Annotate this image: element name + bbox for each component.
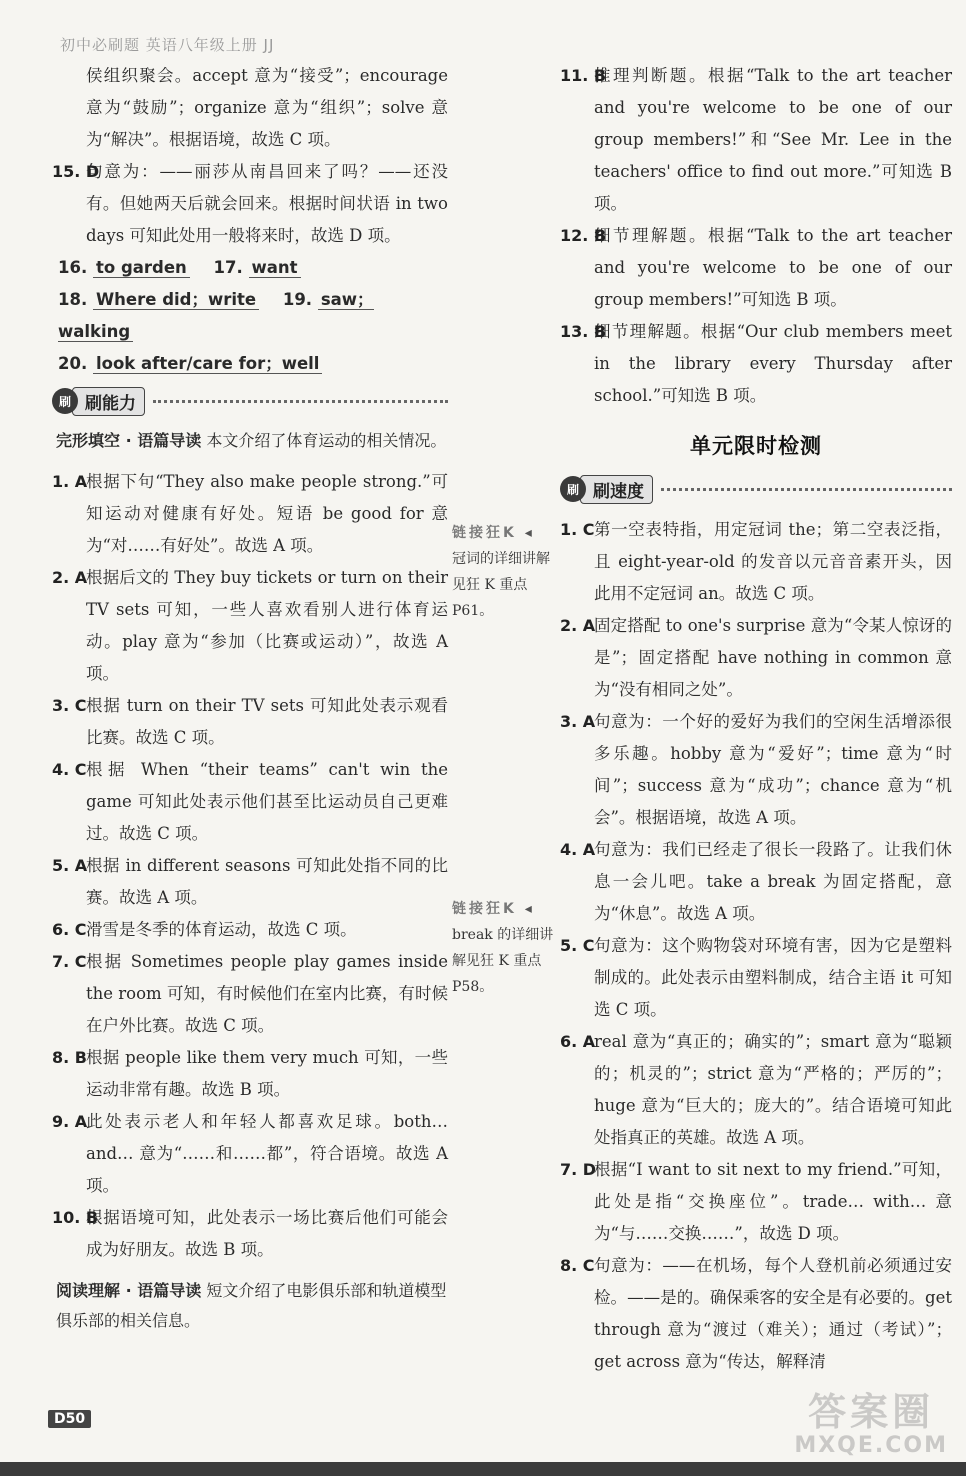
section-badge-speed — [560, 474, 952, 504]
answer-item — [560, 514, 952, 610]
answer-number: 9. A — [52, 1112, 88, 1131]
answer-item — [52, 562, 448, 690]
answer-text: real 意为“真正的；确实的”；smart 意为“聪颖的；机灵的”；strict 意为“严格的；严厉的”；huge 意为“巨大的；庞大的”。结合语境可知此处指真正的英雄。故选 A 项。 — [594, 1032, 952, 1147]
watermark-logo — [794, 1392, 948, 1458]
answer-number: 1. A — [52, 472, 88, 491]
passage-guide-cloze — [56, 426, 448, 456]
answer-number: 7. C — [52, 952, 87, 971]
guide-title: 阅读理解 · 语篇导读 — [56, 1281, 202, 1300]
short-answer: want — [249, 258, 301, 278]
short-answer-row — [52, 348, 448, 380]
answer-number: 7. D — [560, 1160, 597, 1179]
answer-continuation — [52, 60, 448, 156]
dotted-divider — [153, 400, 448, 403]
note-text: 冠词的详细讲解见狂 K 重点 P61。 — [452, 551, 550, 619]
answer-number: 13. B — [560, 322, 607, 341]
answer-item — [560, 1154, 952, 1250]
watermark-url: MXQE.COM — [794, 1432, 948, 1458]
answer-text: 根据 turn on their TV sets 可知此处表示观看比赛。故选 C 项。 — [86, 696, 448, 747]
answer-number: 17. — [213, 258, 243, 277]
answer-number: 3. C — [52, 696, 87, 715]
answer-number: 2. A — [52, 568, 88, 587]
answer-text: 句意为：一个好的爱好为我们的空闲生活增添很多乐趣。hobby 意为“爱好”；time 意为“时间”；success 意为“成功”；chance 意为“机会”。根据语境，故选 A 项。 — [594, 712, 952, 827]
answer-item — [52, 1042, 448, 1106]
answer-text: 固定搭配 to one's surprise 意为“令某人惊讶的是”；固定搭配 have nothing in common 意为“没有相同之处”。 — [594, 616, 952, 699]
answer-number: 1. C — [560, 520, 595, 539]
answer-number: 8. C — [560, 1256, 595, 1275]
answer-text: 推理判断题。根据“Talk to the art teacher and you're welcome to be one of our group members!”和“See Mr. Lee in the teachers' office to find out more.”可知选 B 项。 — [594, 66, 952, 213]
answer-item — [560, 610, 952, 706]
answer-text: 根据下句“They also make people strong.”可知运动对健康有好处。短语 be good for 意为“对……有好处”。故选 A 项。 — [86, 472, 448, 555]
answer-number: 12. B — [560, 226, 607, 245]
watermark-text: 答案圈 — [808, 1390, 935, 1434]
right-column — [560, 60, 952, 1378]
short-answer-row — [52, 252, 448, 284]
answer-item — [52, 156, 448, 252]
answer-number: 15. D — [52, 162, 100, 181]
answer-text: 第一空表特指，用定冠词 the；第二空表泛指，且 eight-year-old 的发音以元音音素开头，因此用不定冠词 an。故选 C 项。 — [594, 520, 952, 603]
answer-item — [52, 754, 448, 850]
answer-text: 此处表示老人和年轻人都喜欢足球。both… and… 意为“……和……都”，符合语境。故选 A 项。 — [86, 1112, 448, 1195]
guide-title: 完形填空 · 语篇导读 — [56, 431, 202, 450]
answer-number: 4. A — [560, 840, 596, 859]
answer-number: 5. C — [560, 936, 595, 955]
answer-item — [52, 850, 448, 914]
answer-number: 3. A — [560, 712, 596, 731]
section-badge-ability — [52, 386, 448, 416]
badge-icon: 刷 — [52, 388, 78, 414]
answer-text: 根据 When “their teams” can't win the game 可知此处表示他们甚至比运动员自己更难过。故选 C 项。 — [86, 760, 448, 843]
answer-number: 4. C — [52, 760, 87, 779]
answer-text: 句意为：——丽莎从南昌回来了吗？——还没有。但她两天后就会回来。根据时间状语 in two days 可知此处用一般将来时，故选 D 项。 — [86, 162, 448, 245]
guide-text: 本文介绍了体育运动的相关情况。 — [201, 431, 447, 450]
answer-text: 细节理解题。根据“Our club members meet in the library every Thursday after school.”可知选 B 项。 — [594, 322, 952, 405]
answer-text: 句意为：这个购物袋对环境有害，因为它是塑料制成的。此处表示由塑料制成，结合主语 it 可知选 C 项。 — [594, 936, 952, 1019]
short-answer: Where did；write — [93, 290, 259, 310]
badge-icon: 刷 — [560, 476, 586, 502]
answer-text: 句意为：我们已经走了很长一段路了。让我们休息一会儿吧。take a break 为固定搭配，意为“休息”。故选 A 项。 — [594, 840, 952, 923]
answer-number: 16. — [58, 258, 88, 277]
answer-item — [560, 220, 952, 316]
answer-text: 根据后文的 They buy tickets or turn on their TV sets 可知，一些人喜欢看别人进行体育运动。play 意为“参加（比赛或运动）”，故选 A 项。 — [86, 568, 448, 683]
badge-label: 刷能力 — [72, 387, 145, 416]
answer-item — [52, 946, 448, 1042]
note-head: 链接狂K ◂ — [452, 525, 535, 541]
margin-note-articles — [452, 520, 554, 624]
bottom-band — [0, 1462, 966, 1476]
section-title: 单元限时检测 — [690, 434, 822, 458]
answer-item — [52, 1202, 448, 1266]
note-head: 链接狂K ◂ — [452, 901, 535, 917]
answer-item — [560, 316, 952, 412]
answer-text: 侯组织聚会。accept 意为“接受”；encourage 意为“鼓励”；organize 意为“组织”；solve 意为“解决”。根据语境，故选 C 项。 — [86, 66, 448, 149]
answer-item — [52, 914, 448, 946]
short-answer: to garden — [93, 258, 190, 278]
passage-guide-reading — [56, 1276, 448, 1336]
dotted-divider — [661, 488, 952, 491]
answer-number: 6. A — [560, 1032, 596, 1051]
answer-text: 根据 in different seasons 可知此处指不同的比赛。故选 A 项。 — [86, 856, 448, 907]
note-text: break 的详细讲解见狂 K 重点 P58。 — [452, 927, 554, 995]
answer-text: 滑雪是冬季的体育运动，故选 C 项。 — [86, 920, 357, 939]
answer-number: 2. A — [560, 616, 596, 635]
answer-number: 11. B — [560, 66, 607, 85]
answer-item — [560, 1250, 952, 1378]
answer-item — [560, 60, 952, 220]
answer-text: 句意为：——在机场，每个人登机前必须通过安检。——是的。确保乘客的安全是有必要的。get through 意为“渡过（难关）；通过（考试）”；get across 意为“传达，解释清 — [594, 1256, 952, 1371]
page-number: D50 — [48, 1410, 91, 1428]
answer-number: 20. — [58, 354, 88, 373]
short-answer: saw；walking — [58, 290, 374, 341]
badge-label: 刷速度 — [580, 475, 653, 504]
answer-text: 根据语境可知，此处表示一场比赛后他们可能会成为好朋友。故选 B 项。 — [86, 1208, 448, 1259]
running-head: 初中必刷题 英语八年级上册 JJ — [60, 36, 275, 54]
short-answer: look after/care for；well — [93, 354, 322, 374]
margin-note-break — [452, 896, 554, 1000]
answer-item — [560, 1026, 952, 1154]
answer-item — [52, 1106, 448, 1202]
answer-number: 19. — [282, 290, 313, 309]
answer-item — [52, 466, 448, 562]
answer-text: 根据“I want to sit next to my friend.”可知，此处是指“交换座位”。trade… with… 意为“与……交换……”，故选 D 项。 — [594, 1160, 952, 1243]
left-column — [52, 60, 448, 1346]
answer-item — [560, 706, 952, 834]
guide-text: 短文介绍了电影俱乐部和轨道模型俱乐部的相关信息。 — [56, 1281, 447, 1330]
answer-number: 8. B — [52, 1048, 87, 1067]
answer-item — [560, 930, 952, 1026]
answer-text: 根据 people like them very much 可知，一些运动非常有趣。故选 B 项。 — [86, 1048, 448, 1099]
answer-item — [560, 834, 952, 930]
answer-number: 10. B — [52, 1208, 99, 1227]
answer-number: 5. A — [52, 856, 88, 875]
answer-text: 根据 Sometimes people play games inside the room 可知，有时候他们在室内比赛，有时候在户外比赛。故选 C 项。 — [86, 952, 448, 1035]
answer-number: 18. — [58, 290, 88, 309]
answer-number: 6. C — [52, 920, 87, 939]
answer-text: 细节理解题。根据“Talk to the art teacher and you're welcome to be one of our group members!”可知选 B 项。 — [594, 226, 952, 309]
answer-item — [52, 690, 448, 754]
short-answer-row — [52, 284, 448, 348]
